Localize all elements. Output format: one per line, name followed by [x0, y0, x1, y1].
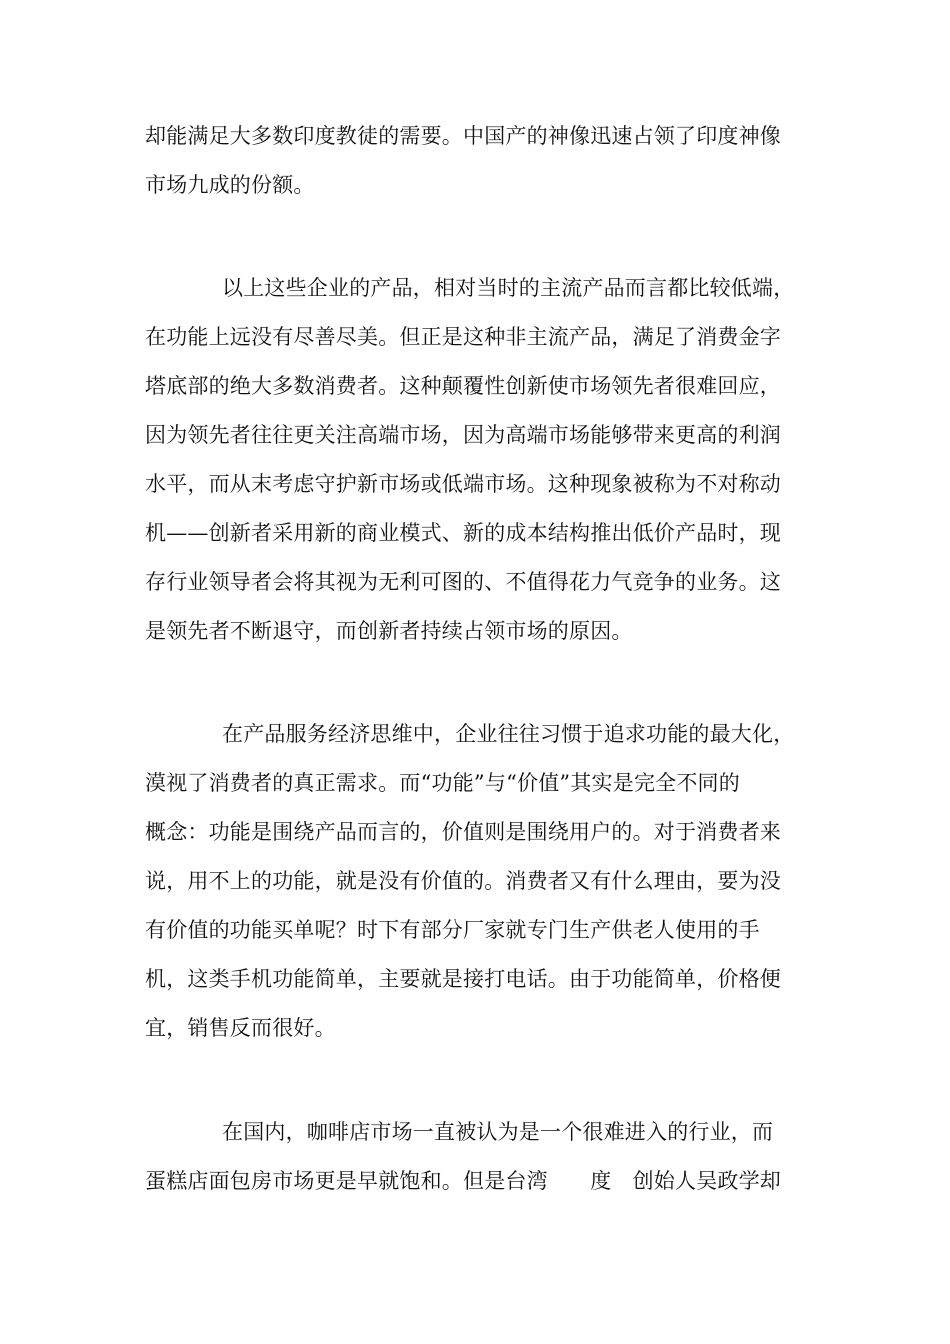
paragraph-2-line-5: 水平，而从末考虑守护新市场或低端市场。这种现象被称为不对称动	[145, 472, 781, 496]
paragraph-2-line-3: 塔底部的绝大多数消费者。这种颠覆性创新使市场领先者很难回应，	[145, 374, 781, 398]
paragraph-3-line-2: 漠视了消费者的真正需求。而“功能”与“价值”其实是完全不同的	[145, 771, 740, 795]
paragraph-3-line-1: 在产品服务经济思维中，企业往往习惯于追求功能的最大化，	[222, 722, 795, 746]
paragraph-2-line-2: 在功能上远没有尽善尽美。但正是这种非主流产品，满足了消费金字	[145, 325, 781, 349]
paragraph-3-line-7: 宜，销售反而很好。	[145, 1016, 336, 1040]
paragraph-3-line-4: 说，用不上的功能，就是没有价值的。消费者又有什么理由，要为没	[145, 869, 781, 893]
paragraph-3-line-5: 有价值的功能买单呢？时下有部分厂家就专门生产供老人使用的手	[145, 918, 760, 942]
paragraph-2-line-4: 因为领先者往往更关注高端市场，因为高端市场能够带来更高的利润	[145, 423, 781, 447]
paragraph-4-line-1: 在国内，咖啡店市场一直被认为是一个很难进入的行业，而	[222, 1120, 774, 1144]
paragraph-2-line-8: 是领先者不断退守，而创新者持续占领市场的原因。	[145, 619, 633, 643]
paragraph-3-line-3: 概念：功能是围绕产品而言的，价值则是围绕用户的。对于消费者来	[145, 820, 781, 844]
paragraph-4-line-2: 蛋糕店面包房市场更是早就饱和。但是台湾 度 创始人吴政学却	[145, 1169, 781, 1193]
paragraph-2-line-6: 机——创新者采用新的商业模式、新的成本结构推出低价产品时，现	[145, 521, 781, 545]
paragraph-2-line-1: 以上这些企业的产品，相对当时的主流产品而言都比较低端，	[222, 276, 795, 300]
paragraph-3-line-6: 机，这类手机功能简单，主要就是接打电话。由于功能简单，价格便	[145, 967, 781, 991]
paragraph-2-line-7: 存行业领导者会将其视为无利可图的、不值得花力气竞争的业务。这	[145, 570, 781, 594]
paragraph-1-line-2: 市场九成的份额。	[145, 173, 315, 197]
paragraph-1-line-1: 却能满足大多数印度教徒的需要。中国产的神像迅速占领了印度神像	[145, 124, 781, 148]
